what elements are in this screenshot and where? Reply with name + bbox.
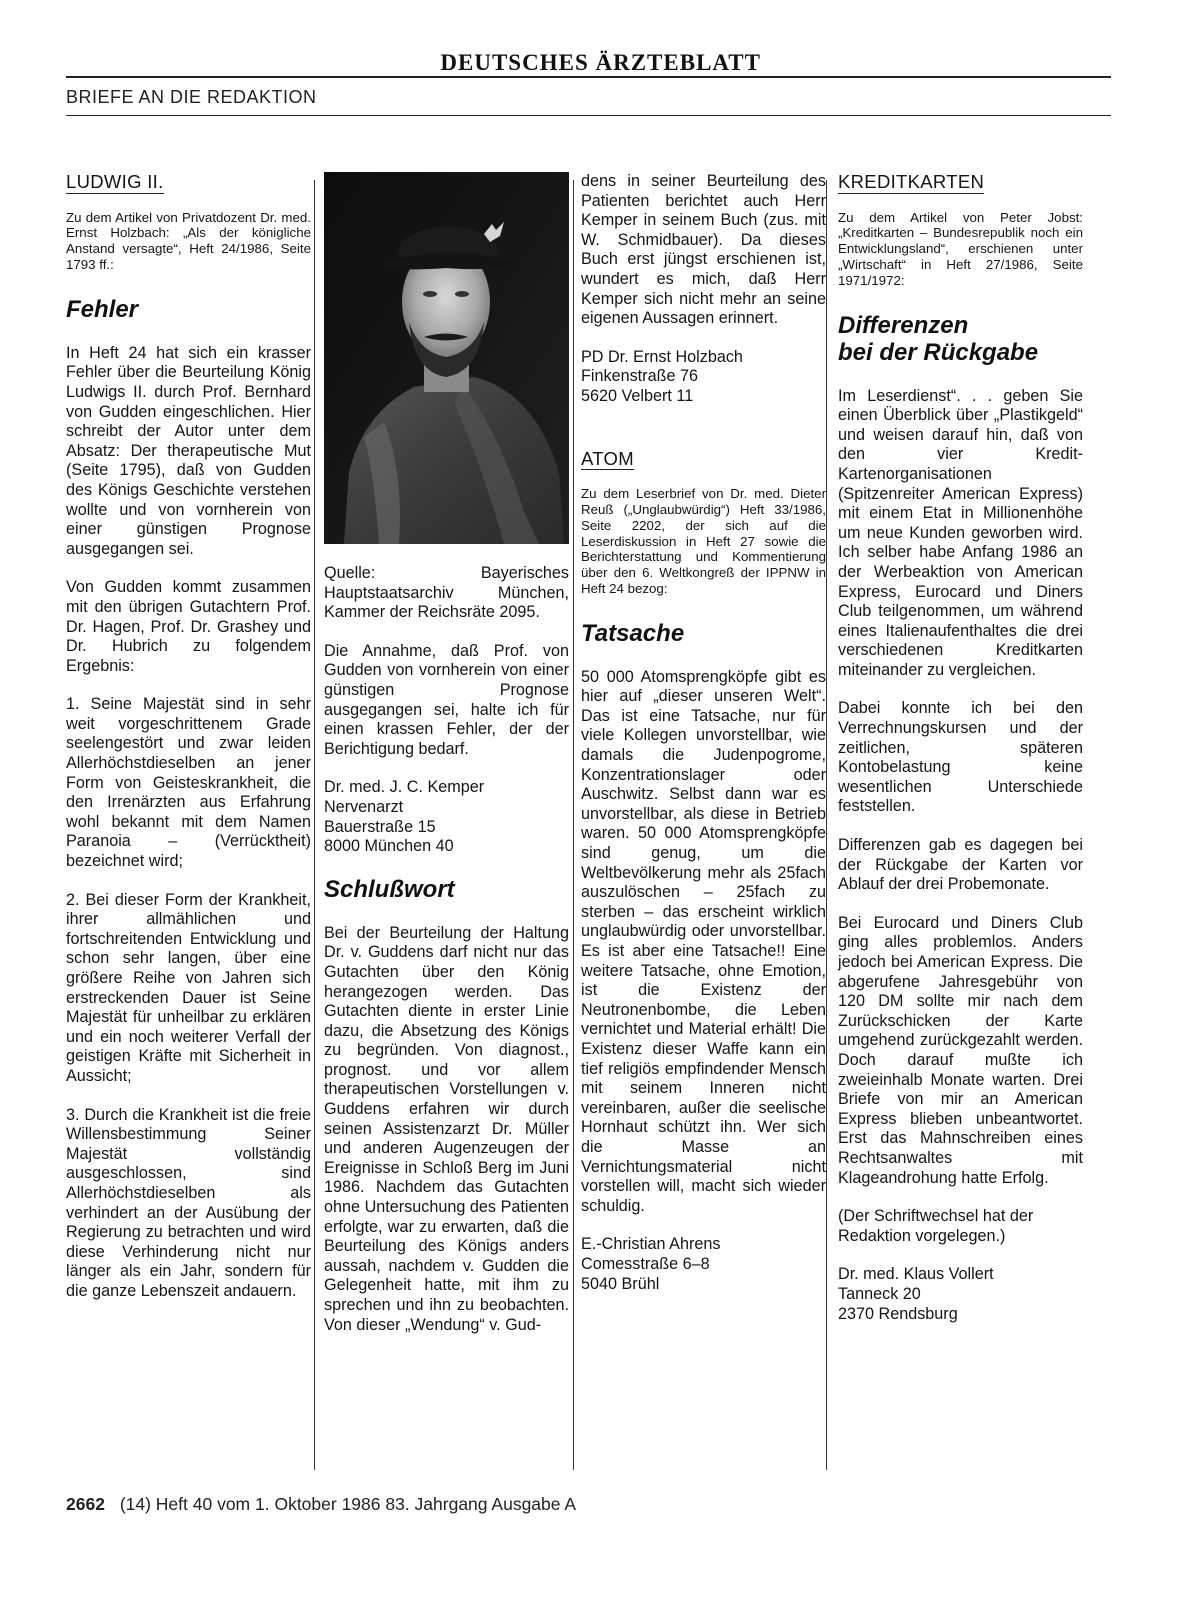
column-divider: [826, 180, 827, 1470]
body-paragraph: In Heft 24 hat sich ein krasser Fehler über die Beurteilung König Ludwigs II. durch Prof. Bernhard von Gudden eingeschlichen. Hier schreibt der Autor unter dem Absatz: Der therapeutische Mut (Seite 1795), daß von Gudden des Königs Geschichte verstehen wollte und von vornherein von einer günstigen Prognose ausgegangen sei.: [66, 343, 311, 558]
body-paragraph: Von Gudden kommt zusammen mit den übrigen Gutachtern Prof. Dr. Hagen, Prof. Dr. Grashey und Dr. Hubrich zu folgendem Ergebnis:: [66, 578, 311, 675]
signature-line: Finkenstraße 76: [581, 367, 698, 386]
body-paragraph: 50 000 Atomsprengköpfe gibt es hier auf „dieser unseren Welt“. Das ist eine Tatsache, nur für viele Kollegen unvorstellbar, wie damals die Judenpogrome, Konzentrationslager oder Auschwitz. Selbst dann war es unvorstellbar, als diese in Betrieb waren. 50 000 Atomsprengköpfe sind genug, um die Weltbevölkerung mehr als 25fach auszulöschen – 25fach zu sterben – das erscheint wirklich unglaubwürdig oder unvorstellbar. Es ist aber eine Tatsache!! Eine weitere Tatsache, ohne Emotion, ist die Existenz der Neutronenbombe, die Leben vernichtet und Material erhält! Die Existenz dieser Waffe kann ein tief religiös empfindender Mensch mit seinem Inneren nicht vereinbaren, außer die seelische Hornhaut schützt ihn. Wer sich die Masse an Vernichtungsmaterial nicht vorstellen will, macht sich wieder schuldig.: [581, 667, 826, 1215]
signature-line: Nervenarzt: [324, 797, 404, 816]
article-reference: Zu dem Leserbrief von Dr. med. Dieter Reuß („Unglaubwürdig“) Heft 33/1986, Seite 2202, der sich auf die Leserdiskussion in Heft 27 sowie die Berichterstattung und Kommentierung über den 6. Weltkongreß der IPPNW in Heft 24 bezog:: [581, 486, 826, 596]
body-paragraph: 2. Bei dieser Form der Krankheit, ihrer allmählichen und fortschreitenden Entwicklung und schon sehr langen, über eine größere Reihe von Jahren sich erstreckenden Dauer ist Seine Majestät für unheilbar zu erklären und ein noch weiterer Verfall der geistigen Kräfte mit Sicherheit in Aussicht;: [66, 890, 311, 1085]
article-reference: Zu dem Artikel von Peter Jobst: „Kreditkarten – Bundesrepublik noch ein Entwicklungsland“, erschienen unter „Wirtschaft“ in Heft 27/1986, Seite 1971/1972:: [838, 209, 1083, 288]
column-2: [324, 172, 569, 1354]
body-paragraph: Die Annahme, daß Prof. von Gudden von vornherein von einer günstigen Prognose ausgegangen sei, halte ich für einen krassen Fehler, der der Berichtigung bedarf.: [324, 641, 569, 758]
signature-line: Tanneck 20: [838, 1284, 921, 1303]
portrait-photo: [324, 172, 569, 544]
letter-headline: Schlußwort: [324, 875, 455, 903]
letter-headline: Fehler: [66, 295, 139, 323]
signature-line: PD Dr. Ernst Holzbach: [581, 347, 743, 366]
letter-headline: Tatsache: [581, 619, 685, 647]
topic-label: LUDWIG II.: [66, 171, 164, 192]
signature-line: 5620 Velbert 11: [581, 386, 694, 405]
issue-info: (14) Heft 40 vom 1. Oktober 1986 83. Jahrgang Ausgabe A: [119, 1494, 577, 1514]
signature-line: 2370 Rendsburg: [838, 1304, 958, 1323]
section-heading: BRIEFE AN DIE REDAKTION: [66, 87, 1111, 116]
signature-line: E.-Christian Ahrens: [581, 1235, 721, 1254]
page-footer: [66, 1494, 576, 1515]
article-reference: Zu dem Artikel von Privatdozent Dr. med. Ernst Holzbach: „Als der königliche Anstand versagte“, Heft 24/1986, Seite 1793 ff.:: [66, 209, 311, 272]
body-paragraph: 1. Seine Majestät sind in sehr weit vorgeschrittenem Grade seelengestört und zwar leiden Allerhöchstdieselben an jener Form von Geisteskrankheit, die den Irrenärzten aus Erfahrung wohl bekannt mit dem Namen Paranoia – (Verrücktheit) bezeichnet wird;: [66, 695, 311, 871]
column-3: [581, 172, 826, 1313]
body-paragraph: Bei der Beurteilung der Haltung Dr. v. Guddens darf nicht nur das Gutachten über den König herangezogen werden. Das Gutachten diente in erster Linie dazu, die Absetzung des Königs zu begründen. Von diagnost., prognost. und vor allem therapeutischen Vorstellungen v. Guddens erfahren wir durch seinen Assistenzarzt Dr. Müller und anderen Augenzeugen der Ereignisse in Schloß Berg im Juni 1986. Nachdem das Gutachten ohne Untersuchung des Patienten erfolgte, war zu erwarten, daß die Beurteilung des Königs anders aussah, nachdem v. Gudden die Gelegenheit hatte, mit ihm zu sprechen und ihn zu beobachten. Von dieser „Wendung“ v. Gud-: [324, 923, 569, 1334]
body-paragraph: (Der Schriftwechsel hat der Redaktion vorgelegen.): [838, 1207, 1034, 1245]
signature-line: 5040 Brühl: [581, 1274, 660, 1293]
body-paragraph: 3. Durch die Krankheit ist die freie Willensbestimmung Seiner Majestät vollständig ausgeschlossen, sind Allerhöchstdieselben als verhindert an der Ausübung der Regierung zu betrachten und wird diese Verhinderung nicht nur länger als ein Jahr, sondern für die ganze Lebenszeit andauern.: [66, 1105, 311, 1300]
topic-label: KREDITKARTEN: [838, 171, 985, 192]
column-1: [66, 172, 311, 1321]
signature-line: Bauerstraße 15: [324, 817, 436, 836]
body-paragraph: Bei Eurocard und Diners Club ging alles problemlos. Anders jedoch bei American Express. Die abgerufene Jahresgebühr von 120 DM sollte mir nach dem Zurückschicken der Karte umgehend zurückgezahlt werden. Doch darauf mußte ich zweieinhalb Monate warten. Drei Briefe von mir an American Express blieben unbeantwortet. Erst das Mahnschreiben eines Rechtsanwaltes mit Klageandrohung hatte Erfolg.: [838, 913, 1083, 1187]
page-number: 2662: [66, 1494, 105, 1514]
body-paragraph: dens in seiner Beurteilung des Patienten berichtet auch Herr Kemper in seinem Buch (zus. mit W. Schmidbauer). Da dieses Buch erst jüngst erschienen ist, wundert es mich, daß Herr Kemper sich nicht mehr an seine eigenen Aussagen erinnert.: [581, 172, 826, 328]
signature-block: [324, 778, 569, 856]
body-paragraph: Im Leserdienst“. . . geben Sie einen Überblick über „Plastikgeld“ und weisen darauf hin, daß von den vier Kredit-Kartenorganisationen (Spitzenreiter American Express) mit einem Etat in Millionenhöhe um neue Kunden geworben wird. Ich selber habe Anfang 1986 an der Werbeaktion von American Express, Eurocard und Diners Club teilgenommen, um während eines Italienaufenthaltes die drei verschiedenen Kreditkarten miteinander zu vergleichen.: [838, 386, 1083, 679]
signature-block: [581, 1235, 826, 1294]
column-divider: [314, 180, 315, 1470]
letter-headline: Differenzen bei der Rückgabe: [838, 311, 1039, 366]
publication-title: DEUTSCHES ÄRZTEBLATT: [440, 50, 761, 75]
photo-caption: Quelle: Bayerisches Hauptstaatsarchiv München, Kammer der Reichsräte 2095.: [324, 564, 569, 622]
signature-line: 8000 München 40: [324, 837, 454, 856]
signature-line: Dr. med. Klaus Vollert: [838, 1265, 994, 1284]
body-paragraph: Differenzen gab es dagegen bei der Rückgabe der Karten vor Ablauf der drei Probemonate.: [838, 836, 1083, 894]
column-divider: [573, 180, 574, 1470]
masthead: [66, 40, 1111, 78]
signature-line: Dr. med. J. C. Kemper: [324, 778, 485, 797]
signature-line: Comesstraße 6–8: [581, 1254, 710, 1273]
body-paragraph: Dabei konnte ich bei den Verrechnungskursen und der zeitlichen, späteren Kontobelastung keine wesentlichen Unterschiede feststellen.: [838, 699, 1083, 816]
topic-label: ATOM: [581, 447, 634, 469]
column-4: [838, 172, 1083, 1343]
signature-block: [581, 348, 826, 407]
signature-block: [838, 1265, 1083, 1324]
